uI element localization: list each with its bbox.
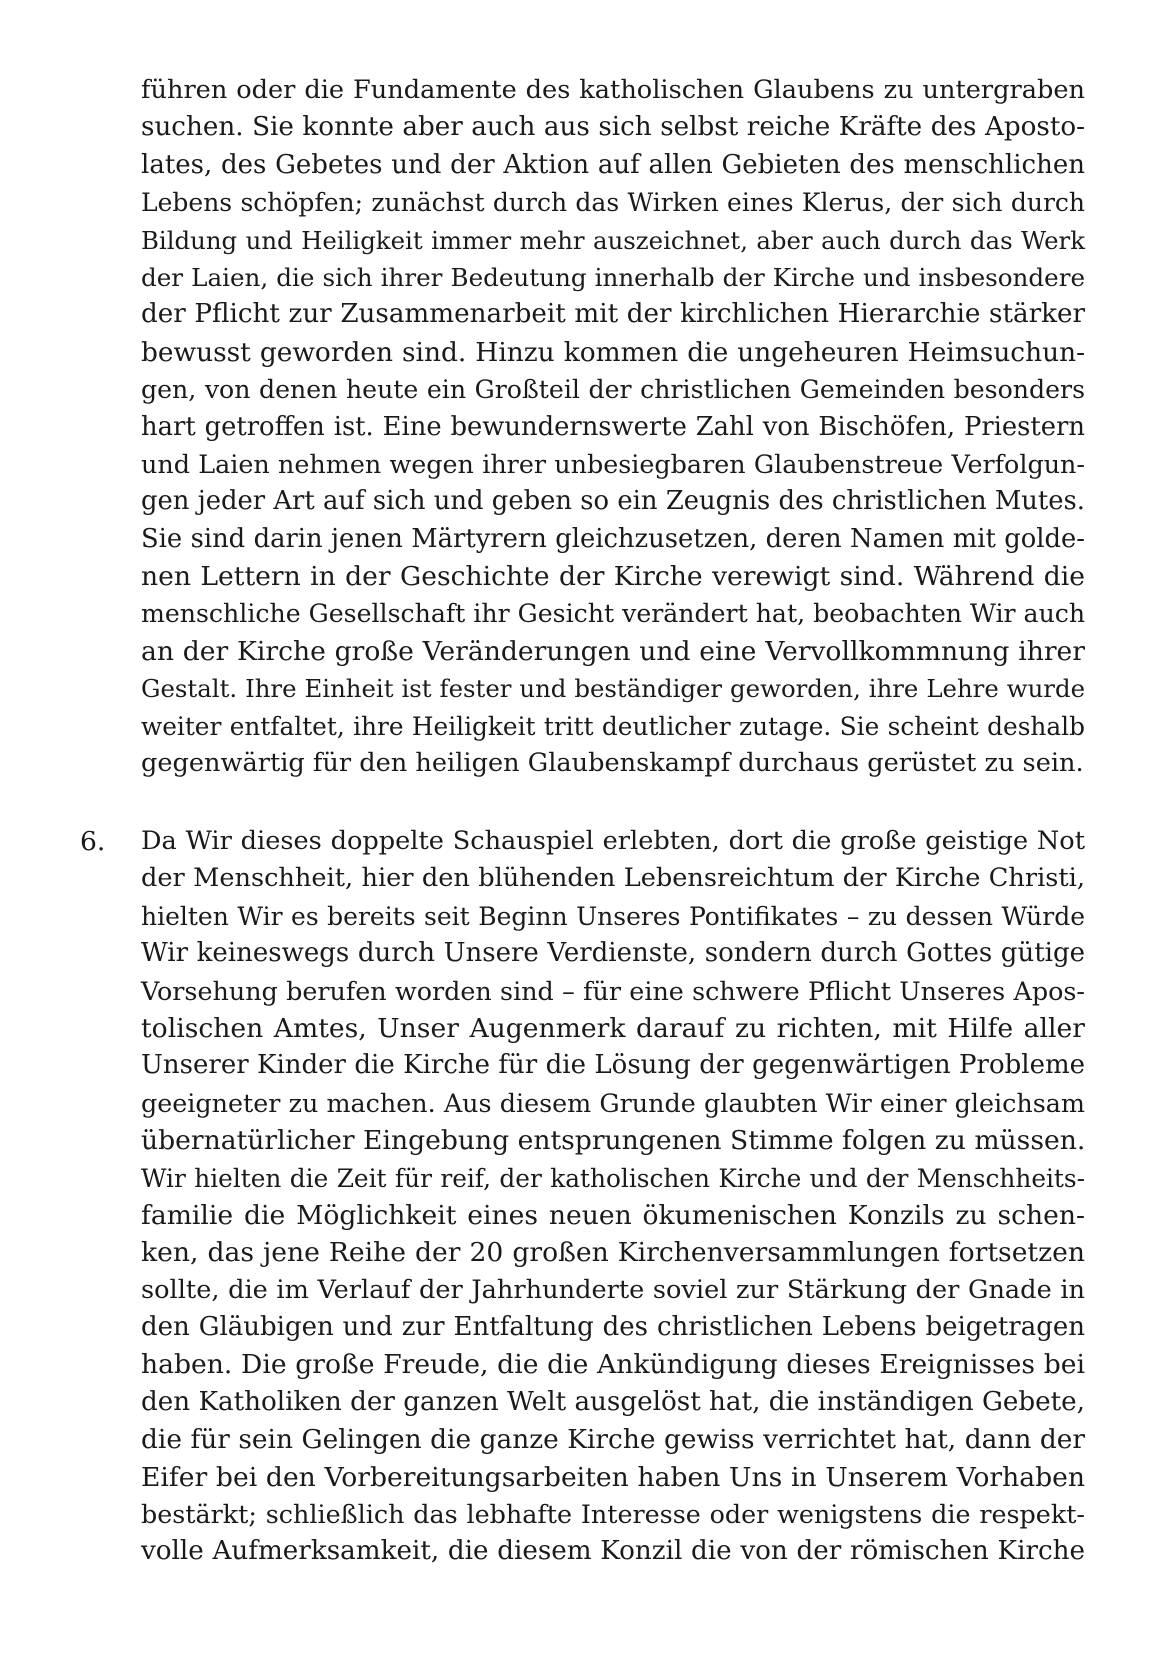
text-line: Lebens schöpfen; zunächst durch das Wirken eines Klerus, der sich durch [141, 188, 1085, 218]
text-line: suchen. Sie konnte aber auch aus sich selbst reiche Kräfte des Aposto- [141, 112, 1085, 143]
text-line: Gestalt. Ihre Einheit ist fester und beständiger geworden, ihre Lehre wurde [141, 674, 1085, 704]
text-line: ken, das jene Reihe der 20 großen Kirchenversammlungen fortsetzen [141, 1237, 1085, 1269]
text-line: Wir hielten die Zeit für reif, der katholischen Kirche und der Menschheits- [141, 1163, 1085, 1193]
text-line: den Gläubigen und zur Entfaltung des christlichen Lebens beigetragen [141, 1312, 1085, 1343]
paragraph-continued [141, 72, 1085, 782]
text-line: tolischen Amtes, Unser Augenmerk darauf zu richten, mit Hilfe aller [141, 1012, 1085, 1044]
paragraph-number: 6. [80, 826, 106, 857]
text-line: bewusst geworden sind. Hinzu kommen die ungeheuren Heimsuchun- [141, 336, 1085, 368]
text-line: hielten Wir es bereits seit Beginn Unseres Pontifikates – zu dessen Würde [141, 901, 1085, 931]
text-line: die für sein Gelingen die ganze Kirche gewiss verrichtet hat, dann der [141, 1424, 1085, 1456]
paragraph-6 [141, 823, 1085, 1571]
text-line: nen Lettern in der Geschichte der Kirche verewigt sind. Während die [141, 561, 1085, 593]
text-line: Unserer Kinder die Kirche für die Lösung der gegenwärtigen Probleme [141, 1050, 1085, 1081]
text-line: den Katholiken der ganzen Welt ausgelöst hat, die inständigen Gebete, [141, 1386, 1085, 1417]
text-line: und Laien nehmen wegen ihrer unbesiegbaren Glaubenstreue Verfolgun- [141, 448, 1085, 479]
text-line: Da Wir dieses doppelte Schauspiel erlebten, dort die große geistige Not [141, 826, 1085, 856]
text-line: gen jeder Art auf sich und geben so ein Zeugnis des christlichen Mutes. [141, 486, 1085, 517]
text-line: der Menschheit, hier den blühenden Lebensreichtum der Kirche Christi, [141, 863, 1085, 894]
text-line: führen oder die Fundamente des katholischen Glaubens zu untergraben [141, 75, 1085, 105]
text-line: gegenwärtig für den heiligen Glaubenskampf durchaus gerüstet zu sein. [141, 748, 1084, 779]
text-line: der Laien, die sich ihrer Bedeutung innerhalb der Kirche und insbesondere [141, 262, 1085, 292]
text-line: lates, des Gebetes und der Aktion auf allen Gebieten des menschlichen [141, 149, 1085, 180]
text-line: Vorsehung berufen worden sind – für eine schwere Pflicht Unseres Apos- [141, 975, 1085, 1006]
text-line: Sie sind darin jenen Märtyrern gleichzusetzen, deren Namen mit golde- [141, 523, 1085, 554]
text-line: übernatürlicher Eingebung entsprungenen Stimme folgen zu müssen. [141, 1125, 1086, 1157]
text-line: an der Kirche große Veränderungen und eine Vervollkommnung ihrer [141, 635, 1085, 667]
text-line: sollte, die im Verlauf der Jahrhunderte soviel zur Stärkung der Gnade in [141, 1274, 1085, 1305]
text-line: familie die Möglichkeit eines neuen ökumenischen Konzils zu schen- [141, 1199, 1085, 1231]
text-line: Bildung und Heiligkeit immer mehr auszeichnet, aber auch durch das Werk [141, 225, 1085, 255]
text-line: bestärkt; schließlich das lebhafte Interesse oder wenigstens die respekt- [141, 1499, 1085, 1530]
text-line: Eifer bei den Vorbereitungsarbeiten haben Uns in Unserem Vorhaben [141, 1461, 1085, 1493]
text-line: der Pflicht zur Zusammenarbeit mit der kirchlichen Hierarchie stärker [141, 299, 1085, 330]
text-line: haben. Die große Freude, die die Ankündigung dieses Ereignisses bei [141, 1349, 1085, 1381]
text-line: weiter entfaltet, ihre Heiligkeit tritt deutlicher zutage. Sie scheint deshalb [141, 711, 1085, 741]
text-line: menschliche Gesellschaft ihr Gesicht verändert hat, beobachten Wir auch [141, 599, 1086, 629]
text-line: volle Aufmerksamkeit, die diesem Konzil die von der römischen Kirche [141, 1536, 1085, 1567]
text-line: geeigneter zu machen. Aus diesem Grunde glaubten Wir einer gleichsam [141, 1087, 1085, 1118]
text-line: hart getroffen ist. Eine bewundernswerte Zahl von Bischöfen, Priestern [141, 411, 1085, 442]
text-line: gen, von denen heute ein Großteil der christlichen Gemeinden besonders [141, 375, 1085, 405]
text-line: Wir keineswegs durch Unsere Verdienste, sondern durch Gottes gütige [141, 938, 1085, 969]
